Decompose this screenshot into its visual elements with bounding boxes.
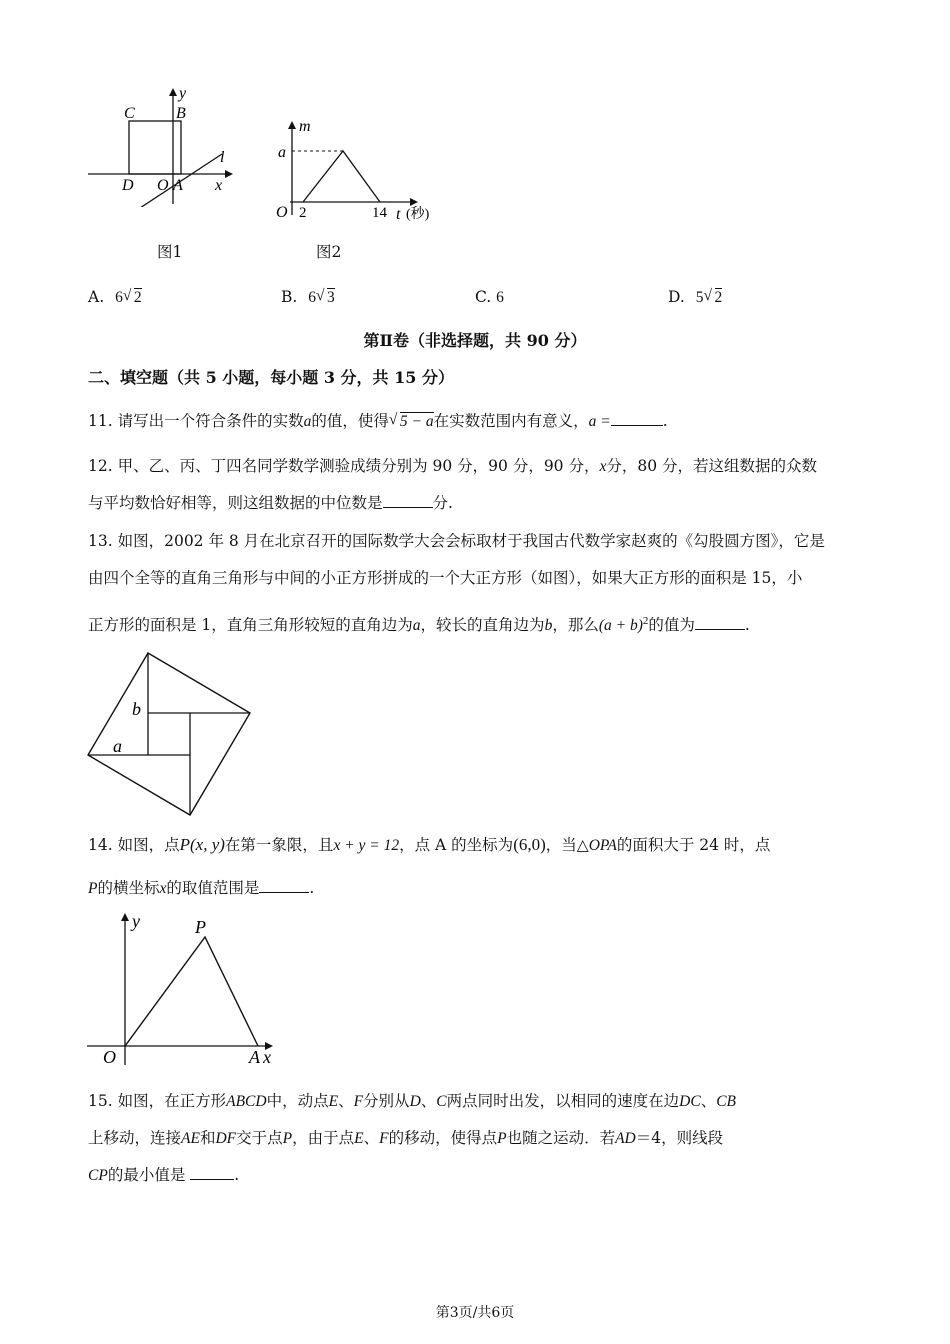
fig2-caption: 图2 <box>316 243 342 261</box>
fig1-label-C: C <box>124 105 135 122</box>
fig2-label-2: 2 <box>299 205 307 221</box>
fig13-label-a: a <box>113 736 122 756</box>
fig1-label-D: D <box>122 177 134 194</box>
answer-blank <box>190 1165 234 1180</box>
option-d: D. 5√ 2 <box>668 286 722 309</box>
fig1-label-y: y <box>179 85 187 102</box>
fig1-caption: 图1 <box>157 243 183 261</box>
question-12-line-1: 12. 甲、乙、丙、丁四名同学数学测验成绩分别为 90 分，90 分，90 分，x分，80 分，若这组数据的众数 <box>88 457 818 475</box>
fig1-label-l: l <box>220 149 225 166</box>
fig2-label-unit: (秒) <box>406 207 430 222</box>
fig2-label-a: a <box>278 144 286 161</box>
page-footer: 第3页/共6页 <box>435 1305 515 1321</box>
answer-blank <box>695 615 745 630</box>
option-b: B. 6√ 3 <box>281 286 335 309</box>
fig2-label-14: 14 <box>372 205 387 221</box>
fig1-label-O: O <box>157 177 169 194</box>
fig13-label-b: b <box>132 699 141 719</box>
fig14-label-O: O <box>103 1047 116 1067</box>
fig14-label-x: x <box>263 1047 271 1067</box>
fig14-y-arrow <box>121 913 129 921</box>
answer-blank <box>259 878 309 893</box>
question-13-line-1: 13. 如图，2002 年 8 月在北京召开的国际数学大会会标取材于我国古代数学家赵爽的《勾股圆方图》，它是 <box>88 532 825 550</box>
fig2-t-arrow <box>410 198 418 206</box>
fig2-triangle <box>303 151 380 202</box>
question-13-line-3: 正方形的面积是 1，直角三角形较短的直角边为a，较长的直角边为b，那么$(a + b)^2$的值为 . <box>88 615 750 635</box>
answer-blank <box>383 493 433 508</box>
fig1-y-arrow <box>169 88 177 96</box>
question-15-line-1: 15. 如图，在正方形ABCD中，动点E、F分别从D、C两点同时出发，以相同的速度在边DC、CB <box>88 1092 737 1110</box>
fig1-label-x: x <box>215 177 223 194</box>
figure-triangle-opa <box>85 905 285 1070</box>
fig1-label-B: B <box>176 105 186 122</box>
fig14-label-P: P <box>195 917 206 937</box>
figure-2 <box>270 115 450 230</box>
figure-zhao-shuang <box>80 645 260 835</box>
option-a: A. 6√ 2 <box>88 286 142 309</box>
answer-blank <box>611 411 663 426</box>
question-14-line-2: P的横坐标x的取值范围是 . <box>88 879 315 897</box>
fig14-label-y: y <box>132 911 140 931</box>
fig2-m-arrow <box>288 121 296 129</box>
fig2-label-O: O <box>276 204 288 221</box>
fig2-label-m: m <box>299 118 311 135</box>
question-15-line-2: 上移动，连接AE和DF交于点P，由于点E、F的移动，使得点P也随之运动．若AD＝4，则线段 <box>88 1129 724 1147</box>
fig14-label-A: A <box>249 1047 260 1067</box>
question-15-line-3: CP的最小值是 . <box>88 1166 240 1184</box>
question-11: 11. 请写出一个符合条件的实数a的值，使得√ 5 − a在实数范围内有意义，a = . <box>88 410 668 433</box>
part-2-title: 二、填空题（共 5 小题，每小题 3 分，共 15 分） <box>88 368 454 387</box>
figure-1 <box>80 82 240 207</box>
fig2-label-t: t <box>396 206 401 223</box>
fig1-label-A: A <box>173 177 183 194</box>
question-12-line-2: 与平均数恰好相等，则这组数据的中位数是 分. <box>88 494 453 512</box>
section-2-title: 第Ⅱ卷（非选择题，共 90 分） <box>363 331 587 350</box>
big-square <box>88 653 250 815</box>
option-c: C. 6 <box>475 288 504 306</box>
question-14-line-1: 14. 如图，点P(x, y)在第一象限，且x + y = 12，点 A 的坐标为(6,0)，当△OPA的面积大于 24 时，点 <box>88 835 771 854</box>
question-13-line-2: 由四个全等的直角三角形与中间的小正方形拼成的一个大正方形（如图），如果大正方形的面积是 15，小 <box>88 569 803 587</box>
fig1-x-arrow <box>225 170 233 178</box>
fig14-triangle <box>125 937 258 1046</box>
